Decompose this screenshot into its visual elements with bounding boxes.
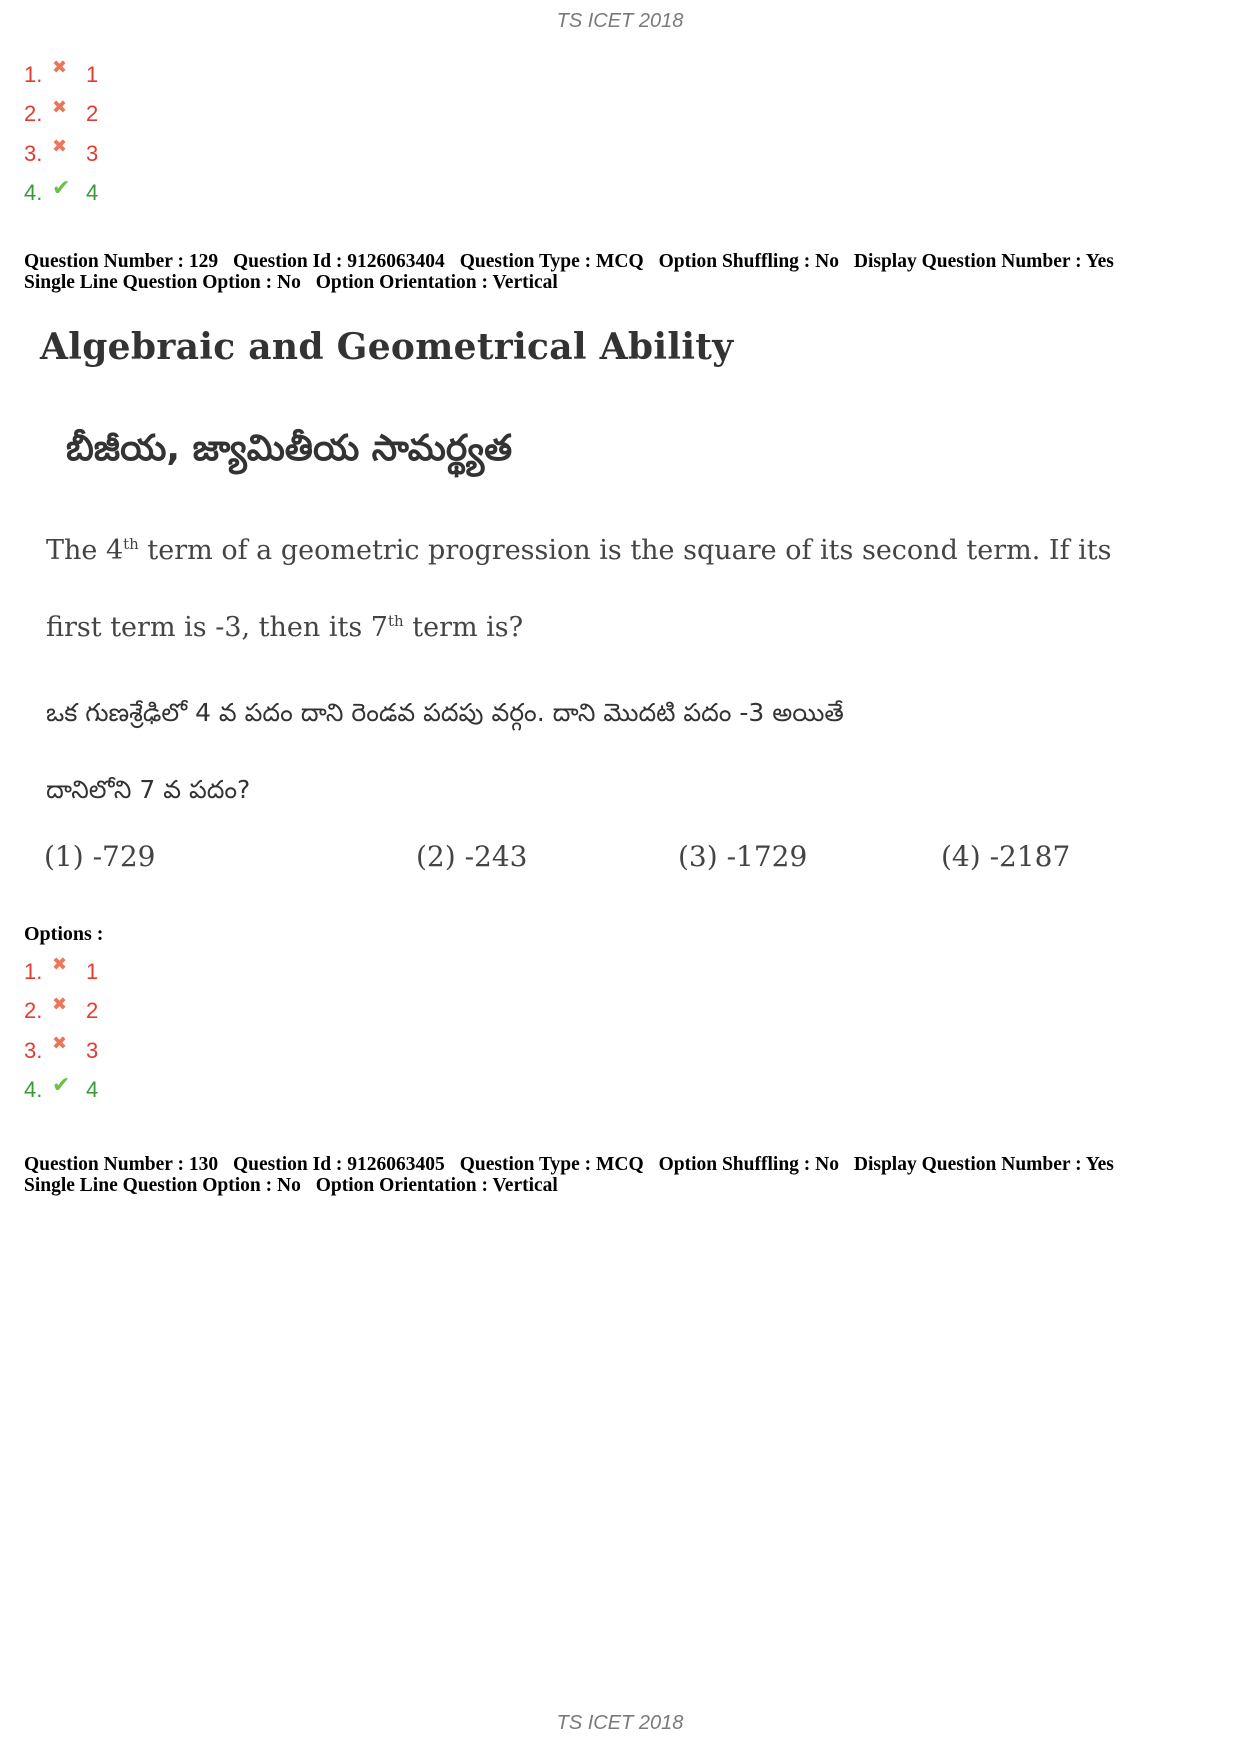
option-row [24, 55, 98, 95]
choice-3: (3) -1729 [678, 840, 808, 873]
option-text: 4 [86, 180, 99, 206]
option-row [24, 95, 98, 135]
choice-4: (4) -2187 [941, 840, 1071, 873]
meta-orientation: Option Orientation : Vertical [315, 1175, 558, 1196]
prev-options-list [24, 55, 98, 213]
meta-question-type: Question Type : MCQ [459, 251, 644, 272]
meta-line-1 [24, 1154, 1124, 1175]
option-row [24, 992, 98, 1032]
check-icon: ✔ [52, 175, 71, 201]
question-130-meta [24, 1154, 1124, 1196]
option-text: 4 [86, 1077, 99, 1103]
meta-single-line: Single Line Question Option : No [24, 272, 301, 293]
options-label: Options : [24, 923, 104, 945]
question-image [36, 320, 1146, 895]
question-section-title: Algebraic and Geometrical Ability [40, 326, 734, 368]
option-row [24, 952, 98, 992]
option-number: 2. [24, 101, 43, 127]
meta-orientation: Option Orientation : Vertical [315, 272, 558, 293]
meta-option-shuffling: Option Shuffling : No [658, 251, 839, 272]
meta-line-1 [24, 251, 1124, 272]
question-text-telugu-line-1: ఒక గుణశ్రేఢిలో 4 వ పదం దాని రెండవ పదపు వర్గం. దాని మొదటి పదం -3 అయితే [46, 698, 844, 727]
cross-icon: ✖ [52, 96, 68, 117]
meta-single-line: Single Line Question Option : No [24, 1175, 301, 1196]
question-text-line-2: first term is -3, then its 7th term is? [46, 612, 524, 643]
cross-icon: ✖ [52, 1033, 68, 1054]
choice-2: (2) -243 [416, 840, 528, 873]
question-129-options-list [24, 952, 98, 1110]
meta-display-number: Display Question Number : Yes [853, 251, 1114, 272]
cross-icon: ✖ [52, 993, 68, 1014]
choice-1: (1) -729 [44, 840, 156, 873]
option-number: 3. [24, 140, 43, 166]
question-text-line-1: The 4th term of a geometric progression is the square of its second term. If its [46, 535, 1112, 566]
meta-question-id: Question Id : 9126063404 [232, 251, 445, 272]
meta-question-number: Question Number : 129 [24, 251, 219, 272]
option-row [24, 1071, 98, 1111]
option-text: 2 [86, 998, 99, 1024]
option-text: 1 [86, 958, 99, 984]
page-header: TS ICET 2018 [556, 10, 684, 32]
cross-icon: ✖ [52, 136, 68, 157]
option-number: 1. [24, 958, 43, 984]
option-number: 4. [24, 180, 43, 206]
question-text-telugu-line-2: దానిలోని 7 వ పదం? [46, 775, 251, 804]
meta-question-number: Question Number : 130 [24, 1154, 219, 1175]
cross-icon: ✖ [52, 954, 68, 975]
option-number: 1. [24, 61, 43, 87]
option-row [24, 1031, 98, 1071]
question-129-meta [24, 251, 1124, 293]
option-row [24, 134, 98, 174]
meta-line-2 [24, 1175, 1124, 1196]
meta-display-number: Display Question Number : Yes [853, 1154, 1114, 1175]
option-number: 2. [24, 998, 43, 1024]
page-footer: TS ICET 2018 [556, 1712, 684, 1734]
meta-line-2 [24, 272, 1124, 293]
meta-option-shuffling: Option Shuffling : No [658, 1154, 839, 1175]
option-text: 1 [86, 61, 99, 87]
option-text: 3 [86, 1037, 99, 1063]
option-number: 3. [24, 1037, 43, 1063]
option-number: 4. [24, 1077, 43, 1103]
option-text: 2 [86, 101, 99, 127]
check-icon: ✔ [52, 1072, 71, 1098]
meta-question-type: Question Type : MCQ [459, 1154, 644, 1175]
cross-icon: ✖ [52, 57, 68, 78]
question-section-title-telugu: బీజీయ, జ్యామితీయ సామర్థ్యత [66, 428, 513, 469]
option-text: 3 [86, 140, 99, 166]
meta-question-id: Question Id : 9126063405 [232, 1154, 445, 1175]
option-row [24, 174, 98, 214]
